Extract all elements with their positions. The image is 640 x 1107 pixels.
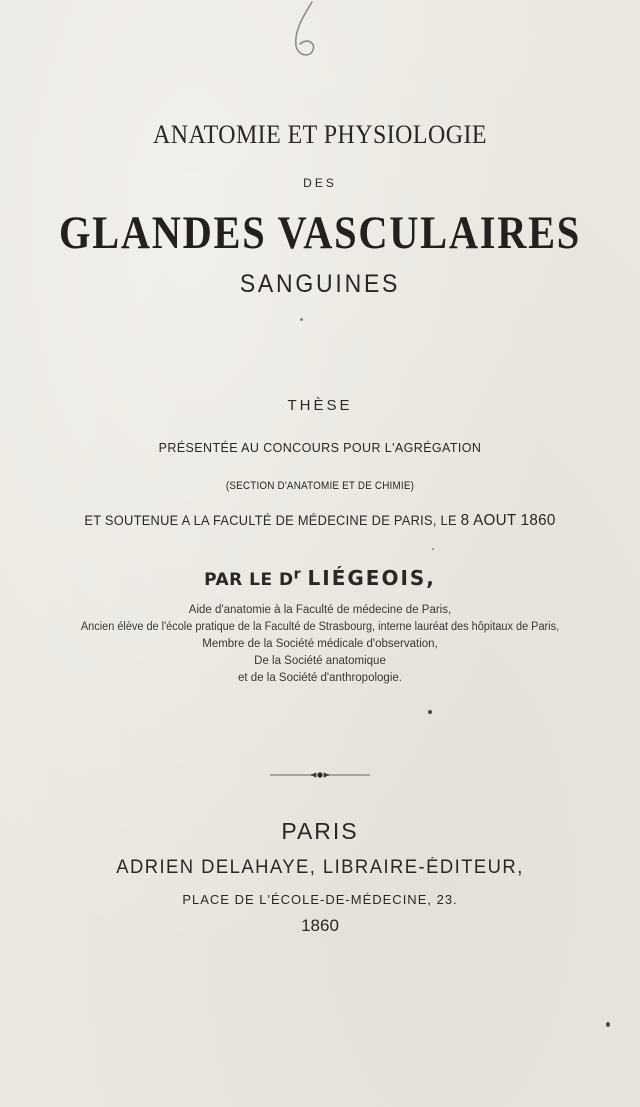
title-line-1: ANATOMIE ET PHYSIOLOGIE — [153, 120, 487, 149]
publication-year: 1860 — [301, 916, 339, 935]
defended-line — [16, 512, 624, 530]
author-prefix: PAR LE D — [204, 570, 294, 590]
thesis-label: THÈSE — [287, 397, 353, 414]
presented-line: PRÉSENTÉE AU CONCOURS POUR L'AGRÉGATION — [158, 441, 482, 455]
title-line-4: SANGUINES — [239, 270, 401, 298]
paper-speck — [300, 318, 303, 321]
publisher-city: PARIS — [281, 818, 359, 844]
credential-line: De la Société anatomique — [254, 655, 386, 667]
title-line-2: DES — [303, 176, 337, 190]
handwritten-mark — [280, 0, 330, 62]
defended-text: ET SOUTENUE A LA FACULTÉ DE MÉDECINE DE PARIS, LE — [84, 513, 457, 528]
credential-line: Membre de la Société médicale d'observation, — [202, 638, 438, 650]
publisher-address: PLACE DE L'ÉCOLE-DE-MÉDECINE, 23. — [182, 892, 458, 907]
credential-line: Aide d'anatomie à la Faculté de médecine de Paris, — [188, 604, 452, 616]
title-line-3: GLANDES VASCULAIRES — [58, 207, 581, 259]
author-superscript: r — [293, 566, 302, 583]
handwritten-six-icon — [280, 0, 330, 62]
credential-line: Ancien élève de l'école pratique de la Faculté de Strasbourg, interne lauréat des hôpitaux de Paris, — [80, 621, 560, 633]
defended-date: 8 AOUT 1860 — [460, 512, 556, 529]
paper-speck — [432, 548, 434, 550]
credential-line: et de la Société d'anthropologie. — [238, 672, 402, 684]
publisher-name: ADRIEN DELAHAYE, LIBRAIRE-ÉDITEUR, — [116, 857, 524, 878]
ornament-icon — [270, 770, 370, 780]
paper-speck — [428, 710, 432, 714]
author-name: LIÉGEOIS, — [307, 566, 436, 590]
section-line: (SECTION D'ANATOMIE ET DE CHIMIE) — [225, 480, 415, 492]
ornamental-divider — [270, 767, 370, 777]
author-line — [0, 566, 640, 590]
paper-speck — [606, 1022, 610, 1027]
